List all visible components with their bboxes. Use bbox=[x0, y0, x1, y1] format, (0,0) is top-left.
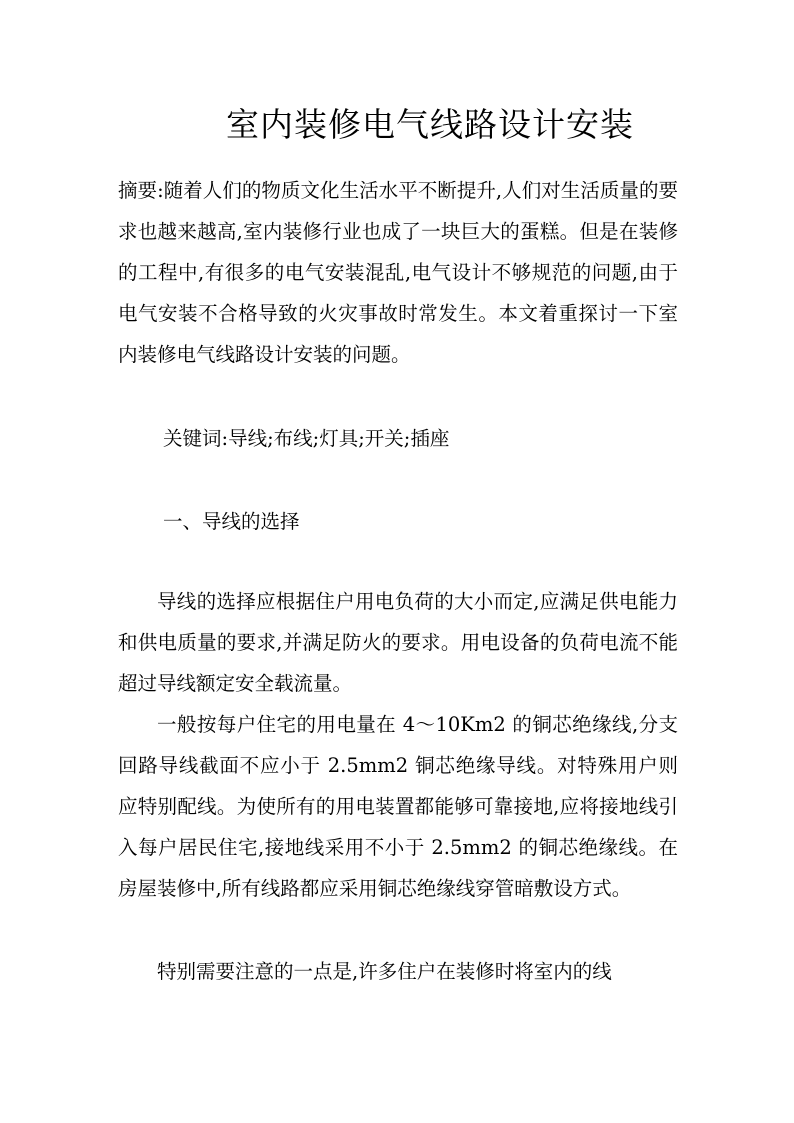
body-paragraph-1: 导线的选择应根据住户用电负荷的大小而定,应满足供电能力和供电质量的要求,并满足防火的要求。用电设备的负荷电流不能超过导线额定安全载流量。 bbox=[118, 590, 678, 695]
section-heading: 一、导线的选择 bbox=[163, 510, 300, 533]
document-title: 室内装修电气线路设计安装 bbox=[226, 105, 634, 144]
body-paragraph-3: 特别需要注意的一点是,许多住户在装修时将室内的线 bbox=[157, 960, 612, 983]
keywords-line: 关键词:导线;布线;灯具;开关;插座 bbox=[163, 427, 450, 450]
body-paragraph-2: 一般按每户住宅的用电量在 4～10Km2 的铜芯绝缘线,分支回路导线截面不应小于 2.5mm2 铜芯绝缘导线。对特殊用户则应特别配线。为使所有的用电装置都能够可靠接地,应将接地线引入每户居民住宅,接地线采用不小于 2.5mm2 的铜芯绝缘线。在房屋装修中,所有线路都应采用铜芯绝缘线穿管暗敷设方式。 bbox=[118, 713, 678, 900]
abstract-paragraph: 摘要:随着人们的物质文化生活水平不断提升,人们对生活质量的要求也越来越高,室内装修行业也成了一块巨大的蛋糕。但是在装修的工程中,有很多的电气安装混乱,电气设计不够规范的问题,由于电气安装不合格导致的火灾事故时常发生。本文着重探讨一下室内装修电气线路设计安装的问题。 bbox=[118, 179, 678, 366]
